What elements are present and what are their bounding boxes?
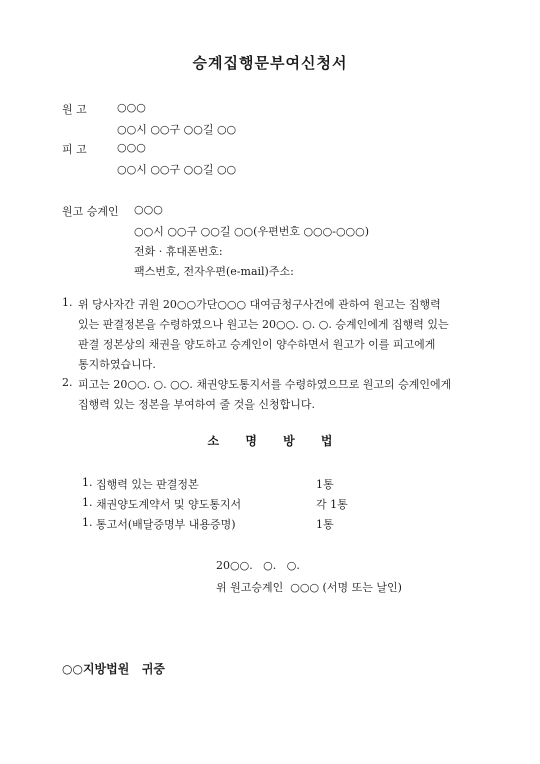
attachment-3-label: 통고서(배달증명부 내용증명) <box>96 518 236 531</box>
attachment-1-count: 1통 <box>316 478 334 491</box>
paragraph-1-number: 1. <box>62 296 73 309</box>
document-title: 승계집행문부여신청서 <box>192 54 348 72</box>
court-name: ○○지방법원 귀중 <box>62 662 166 676</box>
attachments-title: 소 명 방 법 <box>207 434 333 448</box>
plaintiff-address: ○○시 ○○구 ○○길 ○○ <box>117 123 237 136</box>
attachment-3-count: 1통 <box>316 518 334 531</box>
defendant-address: ○○시 ○○구 ○○길 ○○ <box>117 163 237 176</box>
successor-name: ○○○ <box>134 203 163 216</box>
plaintiff-name: ○○○ <box>117 101 146 114</box>
successor-fax-email-label: 팩스번호, 전자우편(e-mail)주소: <box>134 265 294 278</box>
defendant-name: ○○○ <box>117 141 146 154</box>
successor-label: 원고 승계인 <box>62 205 119 218</box>
defendant-label: 피 고 <box>62 143 87 156</box>
attachment-2-count: 각 1통 <box>316 498 348 511</box>
attachment-2-label: 채권양도계약서 및 양도통지서 <box>96 498 242 511</box>
plaintiff-label: 원 고 <box>62 103 87 116</box>
paragraph-2-line-2: 집행력 있는 정본을 부여하여 줄 것을 신청합니다. <box>78 398 315 411</box>
successor-address: ○○시 ○○구 ○○길 ○○(우편번호 ○○○-○○○) <box>134 225 370 238</box>
paragraph-2-line-1: 피고는 20○○. ○. ○○. 채권양도통지서를 수령하였으므로 원고의 승계인에게 <box>78 378 452 391</box>
successor-phone-label: 전화 · 휴대폰번호: <box>134 245 223 258</box>
paragraph-1-line-4: 통지하였습니다. <box>78 358 156 371</box>
signer-line: 위 원고승계인 ○○○ (서명 또는 날인) <box>216 581 402 594</box>
application-date: 20○○. ○. ○. <box>216 559 300 572</box>
paragraph-1-line-1: 위 당사자간 귀원 20○○가단○○○ 대여금청구사건에 관하여 원고는 집행력 <box>78 298 441 311</box>
attachment-1-number: 1. <box>82 476 93 489</box>
paragraph-2-number: 2. <box>62 376 73 389</box>
attachment-3-number: 1. <box>82 516 93 529</box>
paragraph-1-line-3: 판결 정본상의 채권을 양도하고 승계인이 양수하면서 원고가 이를 피고에게 <box>78 338 436 351</box>
attachment-2-number: 1. <box>82 496 93 509</box>
attachment-1-label: 집행력 있는 판결정본 <box>96 478 199 491</box>
paragraph-1-line-2: 있는 판결정본을 수령하였으나 원고는 20○○. ○. ○. 승계인에게 집행력 있는 <box>78 318 449 331</box>
